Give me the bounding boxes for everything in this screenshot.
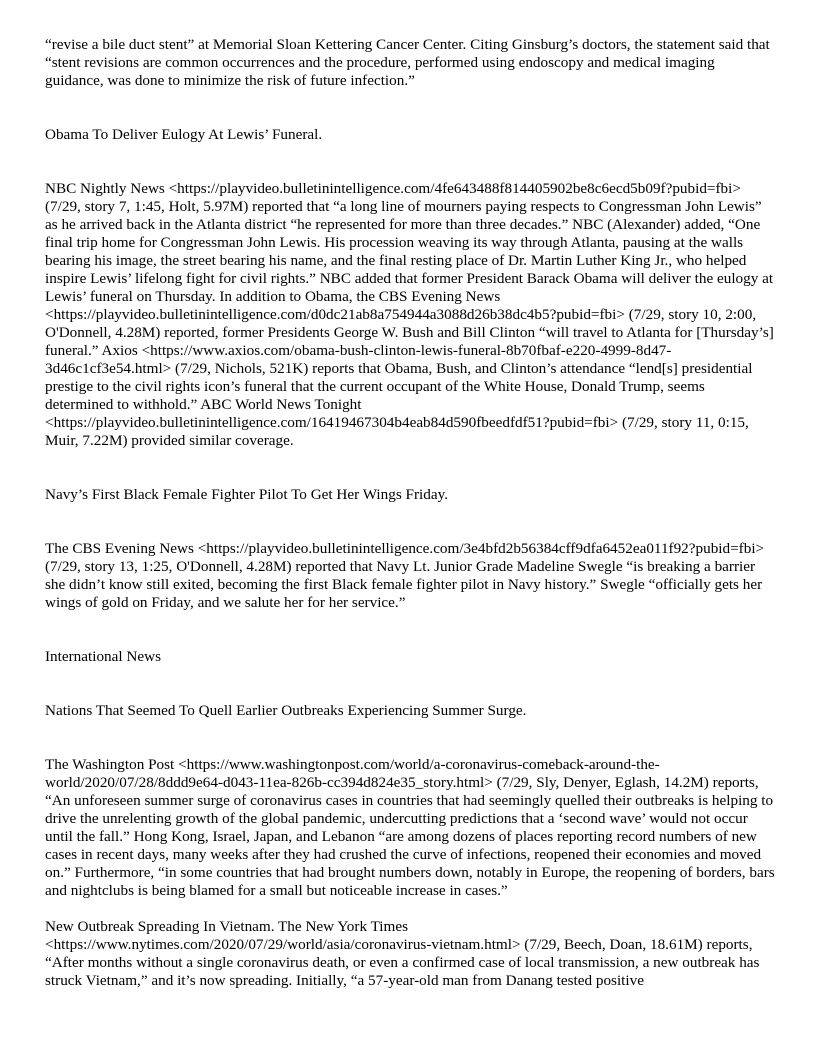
navy-pilot-paragraph: The CBS Evening News <https://playvideo.bulletinintelligence.com/3e4bfd2b56384cff9dfa6452ea011f92?pubid=fbi> (7/29, story 13, 1:25, O'Donnell, 4.28M) reported that Navy Lt. Junior Grade Madeline Swegle “is breaking a barrier she didn’t know still exited, becoming the first Black female fighter pilot in Navy history.” Swegle “officially gets her wings of gold on Friday, and we salute her for her service.” — [45, 540, 765, 611]
summer-surge-paragraph: The Washington Post <https://www.washingtonpost.com/world/a-coronavirus-comeback-around-the-world/2020/07/28/8ddd9e64-d043-11ea-826b-cc394d824e35_story.html> (7/29, Sly, Denyer, Eglash, 14.2M) reports, “An unforeseen summer surge of coronavirus cases in countries that had seemingly quelled their outbreaks is helping to drive the unrelenting growth of the global pandemic, undercutting predictions that a ‘second wave’ would not occur until the fall.” Hong Kong, Israel, Japan, and Lebanon “are among dozens of places reporting record numbers of new cases in recent days, many weeks after they had crushed the curve of infections, reopened their economies and moved on.” Furthermore, “in some countries that had brought numbers down, notably in Europe, the reopening of borders, bars and nightclubs is being blamed for a small but noticeable increase in cases.” — [45, 756, 775, 899]
summer-surge-headline: Nations That Seemed To Quell Earlier Outbreaks Experiencing Summer Surge. — [45, 702, 527, 719]
ginsburg-stent-paragraph: “revise a bile duct stent” at Memorial Sloan Kettering Cancer Center. Citing Ginsburg’s doctors, the statement said that “stent revisions are common occurrences and the procedure, performed using endoscopy and medical imaging guidance, was done to minimize the risk of future infection.” — [45, 36, 770, 89]
lewis-funeral-headline: Obama To Deliver Eulogy At Lewis’ Funeral. — [45, 126, 323, 143]
international-news-heading: International News — [45, 648, 161, 665]
navy-pilot-headline: Navy’s First Black Female Fighter Pilot To Get Her Wings Friday. — [45, 486, 449, 503]
lewis-funeral-paragraph: NBC Nightly News <https://playvideo.bulletinintelligence.com/4fe643488f814405902be8c6ecd5b09f?pubid=fbi> (7/29, story 7, 1:45, Holt, 5.97M) reported that “a long line of mourners paying respects to Congressman John Lewis” as he arrived back in the Atlanta district “he represented for more than three decades.” NBC (Alexander) added, “One final trip home for Congressman John Lewis. His procession weaving its way through Atlanta, pausing at the walls bearing his image, the street bearing his name, and the final resting place of Dr. Martin Luther King Jr., who helped inspire Lewis’ lifelong fight for civil rights.” NBC added that former President Barack Obama will deliver the eulogy at Lewis’ funeral on Thursday. In addition to Obama, the CBS Evening News <https://playvideo.bulletinintelligence.com/d0dc21ab8a754944a3088d26b38dc4b5?pubid=fbi> (7/29, story 10, 2:00, O'Donnell, 4.28M) reported, former Presidents George W. Bush and Bill Clinton “will travel to Atlanta for [Thursday’s] funeral.” Axios <https://www.axios.com/obama-bush-clinton-lewis-funeral-8b70fbaf-e220-4999-8d47-3d46c1cf3e54.html> (7/29, Nichols, 521K) reports that Obama, Bush, and Clinton’s attendance “lend[s] presidential prestige to the civil rights icon’s funeral that the current occupant of the White House, Donald Trump, seems determined to withhold.” ABC World News Tonight <https://playvideo.bulletinintelligence.com/16419467304b4eab84d590fbeedfdf51?pubid=fbi> (7/29, story 11, 0:15, Muir, 7.22M) provided similar coverage. — [45, 180, 774, 449]
vietnam-outbreak-paragraph: New Outbreak Spreading In Vietnam. The New York Times <https://www.nytimes.com/2020/07/29/world/asia/coronavirus-vietnam.html> (7/29, Beech, Doan, 18.61M) reports, “After months without a single coronavirus death, or even a confirmed case of local transmission, a new outbreak has struck Vietnam,” and it’s now spreading. Initially, “a 57-year-old man from Danang tested positive — [45, 918, 760, 989]
